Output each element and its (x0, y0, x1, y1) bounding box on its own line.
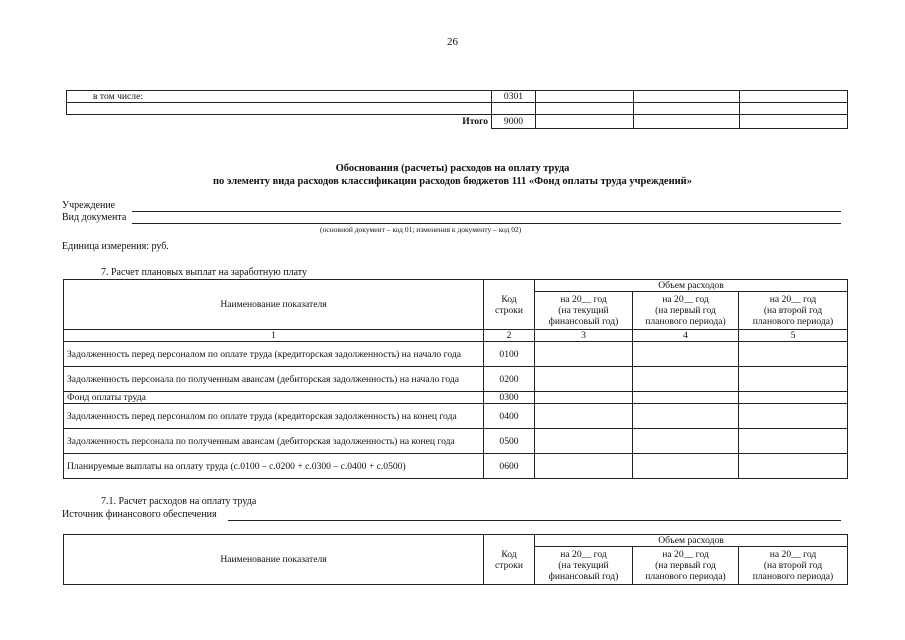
value-cell[interactable] (634, 91, 740, 103)
col-number: 2 (484, 330, 535, 342)
column-number-row (64, 330, 848, 342)
table-row (64, 342, 848, 367)
value-cell[interactable] (536, 115, 634, 129)
value-cell[interactable] (633, 392, 739, 404)
row-code: 0300 (484, 392, 535, 404)
header-year-2: на 20__ год (на первый год планового периода) (633, 292, 739, 330)
row-name: Планируемые выплаты на оплату труда (с.0100 – с.0200 + с.0300 – с.0400 + с.0500) (64, 454, 484, 479)
row-name (67, 103, 492, 115)
doc-type-note: (основной документ – код 01; изменения к документу – код 02) (320, 225, 522, 234)
table-row (64, 429, 848, 454)
value-cell[interactable] (739, 454, 848, 479)
row-code (492, 103, 536, 115)
doc-type-field[interactable] (132, 223, 841, 224)
value-cell[interactable] (739, 367, 848, 392)
value-cell[interactable] (634, 115, 740, 129)
value-cell[interactable] (633, 454, 739, 479)
header-code: Код строки (484, 280, 535, 330)
document-heading (0, 162, 905, 188)
table-row (64, 404, 848, 429)
total-label: Итого (462, 116, 488, 128)
page-number: 26 (447, 36, 458, 48)
table-row (64, 367, 848, 392)
value-cell[interactable] (536, 91, 634, 103)
col-number: 4 (633, 330, 739, 342)
header-year-3: на 20__ год (на второй год планового периода) (739, 292, 848, 330)
section-71-title: 7.1. Расчет расходов на оплату труда (101, 496, 257, 507)
header-row (64, 535, 848, 547)
header-year-2: на 20__ год (на первый год планового периода) (633, 547, 739, 585)
row-code: 0500 (484, 429, 535, 454)
col-number: 5 (739, 330, 848, 342)
value-cell[interactable] (535, 367, 633, 392)
table-row-total (67, 115, 848, 129)
row-name: в том числе: (67, 91, 492, 103)
table-row (64, 454, 848, 479)
table-row (67, 103, 848, 115)
value-cell[interactable] (535, 392, 633, 404)
doc-type-label: Вид документа (62, 212, 127, 223)
row-name: Фонд оплаты труда (64, 392, 484, 404)
section-7-title: 7. Расчет плановых выплат на заработную плату (101, 267, 308, 278)
value-cell[interactable] (536, 103, 634, 115)
value-cell[interactable] (633, 429, 739, 454)
unit-label: Единица измерения: руб. (62, 241, 169, 252)
value-cell[interactable] (535, 404, 633, 429)
value-cell[interactable] (633, 342, 739, 367)
row-code: 9000 (492, 115, 536, 129)
source-field[interactable] (228, 520, 841, 521)
top-table (66, 90, 848, 129)
value-cell[interactable] (740, 103, 848, 115)
value-cell[interactable] (634, 103, 740, 115)
header-name: Наименование показателя (64, 535, 484, 585)
header-code: Код строки (484, 535, 535, 585)
row-name: Задолженность персонала по полученным авансам (дебиторская задолженность) на начало года (64, 367, 484, 392)
header-row (64, 280, 848, 292)
table-row (64, 392, 848, 404)
table-row (67, 91, 848, 103)
section-71-table (63, 534, 848, 585)
header-year-3: на 20__ год (на второй год планового периода) (739, 547, 848, 585)
row-code: 0301 (492, 91, 536, 103)
header-name: Наименование показателя (64, 280, 484, 330)
value-cell[interactable] (535, 429, 633, 454)
heading-line-1: Обоснования (расчеты) расходов на оплату труда (335, 163, 570, 174)
row-code: 0100 (484, 342, 535, 367)
value-cell[interactable] (739, 342, 848, 367)
value-cell[interactable] (740, 91, 848, 103)
value-cell[interactable] (739, 429, 848, 454)
source-label: Источник финансового обеспечения (62, 509, 217, 520)
value-cell[interactable] (535, 342, 633, 367)
heading-line-2: по элементу вида расходов классификации расходов бюджетов 111 «Фонд оплаты труда учреждений» (212, 176, 692, 187)
row-code: 0400 (484, 404, 535, 429)
col-number: 3 (535, 330, 633, 342)
col-number: 1 (64, 330, 484, 342)
header-year-1: на 20__ год (на текущий финансовый год) (535, 292, 633, 330)
row-name: Задолженность персонала по полученным авансам (дебиторская задолженность) на конец года (64, 429, 484, 454)
header-volume: Объем расходов (535, 280, 848, 292)
institution-label: Учреждение (62, 200, 116, 211)
row-name: Задолженность перед персоналом по оплате труда (кредиторская задолженность) на конец года (64, 404, 484, 429)
row-name: Задолженность перед персоналом по оплате труда (кредиторская задолженность) на начало года (64, 342, 484, 367)
section-7-table (63, 279, 848, 479)
institution-field[interactable] (132, 211, 841, 212)
header-volume: Объем расходов (535, 535, 848, 547)
value-cell[interactable] (739, 404, 848, 429)
value-cell[interactable] (740, 115, 848, 129)
value-cell[interactable] (633, 367, 739, 392)
header-year-1: на 20__ год (на текущий финансовый год) (535, 547, 633, 585)
value-cell[interactable] (535, 454, 633, 479)
row-code: 0200 (484, 367, 535, 392)
value-cell[interactable] (633, 404, 739, 429)
value-cell[interactable] (739, 392, 848, 404)
row-code: 0600 (484, 454, 535, 479)
